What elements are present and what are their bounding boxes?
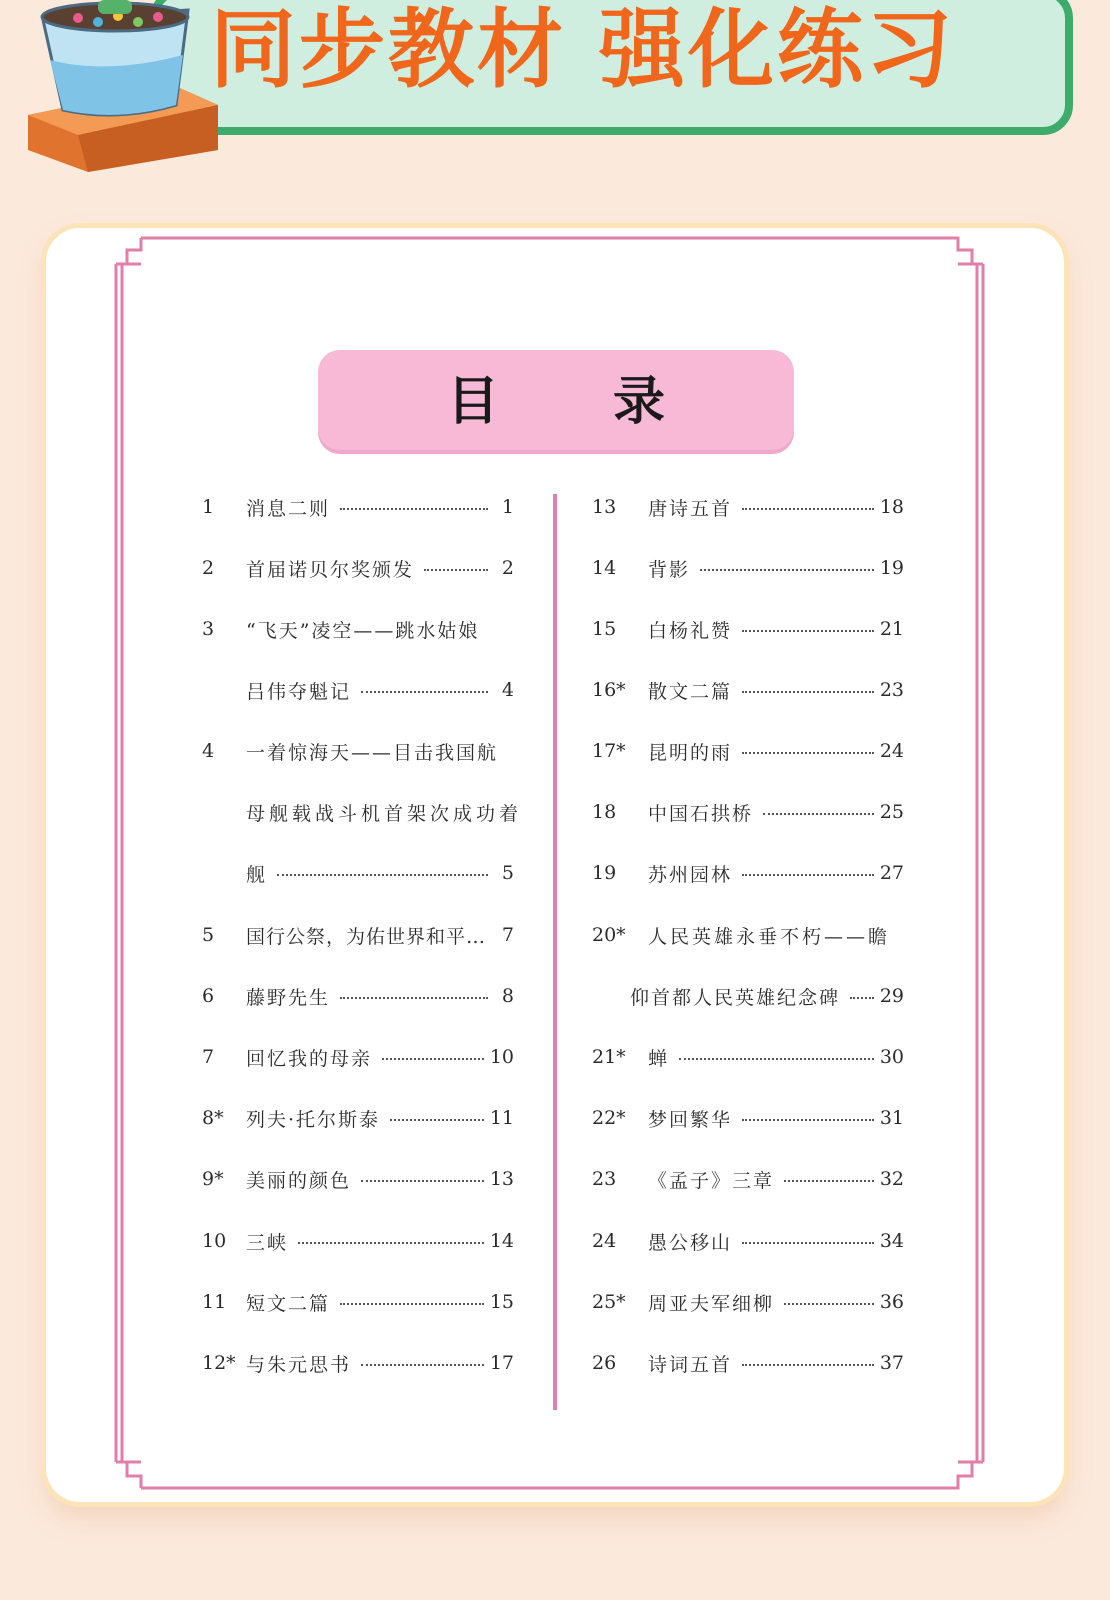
potted-cactus-icon [18, 0, 218, 175]
item-title: 周亚夫军细柳 [648, 1292, 775, 1315]
banner-title: 同步教材 强化练习 [210, 0, 955, 100]
toc-item[interactable] [592, 853, 904, 893]
toc-item-continuation[interactable] [246, 853, 514, 893]
column-divider [553, 494, 557, 1410]
leader-dots [742, 691, 874, 693]
item-page: 29 [879, 985, 904, 1007]
toc-item[interactable] [202, 1037, 514, 1077]
item-title: 首届诺贝尔奖颁发 [246, 558, 415, 581]
leader-dots [742, 1119, 874, 1121]
item-title: 昆明的雨 [648, 741, 733, 764]
leader-dots [361, 691, 488, 693]
toc-item[interactable] [592, 915, 904, 955]
toc-item[interactable] [202, 1221, 514, 1261]
item-title: 苏州园林 [648, 863, 733, 886]
item-page: 21 [879, 618, 904, 640]
toc-item[interactable] [592, 487, 904, 527]
toc-item[interactable] [592, 609, 904, 649]
item-number: 5 [202, 924, 215, 946]
item-title: 诗词五首 [648, 1353, 733, 1376]
item-number: 4 [202, 740, 215, 762]
toc-item[interactable] [592, 1343, 904, 1383]
item-title: 唐诗五首 [648, 497, 733, 520]
item-page: 32 [879, 1168, 904, 1190]
item-number: 23 [592, 1168, 617, 1190]
toc-item[interactable] [202, 487, 514, 527]
item-page: 2 [501, 557, 514, 579]
item-number: 3 [202, 618, 215, 640]
leader-dots [340, 508, 488, 510]
item-title: 《孟子》三章 [648, 1169, 775, 1192]
item-title: 梦回繁华 [648, 1108, 733, 1131]
item-page: 8 [501, 985, 514, 1007]
toc-item[interactable] [202, 915, 514, 955]
leader-dots [763, 813, 874, 815]
item-title: 背影 [648, 558, 691, 581]
item-page: 24 [879, 740, 904, 762]
toc-item[interactable] [592, 1282, 904, 1322]
leader-dots [742, 752, 874, 754]
leader-dots [340, 1303, 484, 1305]
toc-item[interactable] [592, 1037, 904, 1077]
leader-dots [361, 1364, 484, 1366]
item-page: 5 [501, 862, 514, 884]
item-page: 14 [489, 1230, 514, 1252]
toc-item-continuation[interactable] [630, 976, 904, 1016]
item-page: 10 [489, 1046, 514, 1068]
item-title-continuation: 舰 [246, 863, 268, 886]
item-number: 26 [592, 1352, 617, 1374]
toc-item[interactable] [202, 731, 514, 771]
item-number: 25* [592, 1291, 626, 1313]
item-title: 愚公移山 [648, 1231, 733, 1254]
item-page: 19 [879, 557, 904, 579]
item-number: 9* [202, 1168, 224, 1190]
item-number: 13 [592, 496, 617, 518]
item-title: 三峡 [246, 1231, 289, 1254]
item-number: 18 [592, 801, 617, 823]
item-number: 7 [202, 1046, 215, 1068]
toc-item[interactable] [592, 1221, 904, 1261]
item-number: 1 [202, 496, 215, 518]
leader-dots [700, 569, 874, 571]
toc-item[interactable] [592, 548, 904, 588]
item-number: 10 [202, 1230, 227, 1252]
leader-dots [390, 1119, 484, 1121]
item-title: 列夫·托尔斯泰 [246, 1108, 381, 1131]
leader-dots [277, 874, 488, 876]
item-number: 22* [592, 1107, 626, 1129]
item-page: 1 [501, 496, 514, 518]
item-title: “飞天”凌空——跳水姑娘 [246, 619, 480, 642]
item-page: 13 [489, 1168, 514, 1190]
leader-dots [361, 1180, 484, 1182]
item-title: 藤野先生 [246, 986, 331, 1009]
leader-dots [424, 569, 488, 571]
item-title: 消息二则 [246, 497, 331, 520]
toc-item[interactable] [592, 670, 904, 710]
item-page: 36 [879, 1291, 904, 1313]
item-page: 15 [489, 1291, 514, 1313]
item-page: 25 [879, 801, 904, 823]
toc-item[interactable] [202, 1282, 514, 1322]
toc-item[interactable] [592, 731, 904, 771]
item-title: 国行公祭，为佑世界和平… [246, 925, 487, 948]
item-page: 7 [501, 924, 514, 946]
item-page: 23 [879, 679, 904, 701]
toc-item[interactable] [202, 976, 514, 1016]
toc-item[interactable] [202, 1159, 514, 1199]
item-number: 19 [592, 862, 617, 884]
item-title-continuation: 仰首都人民英雄纪念碑 [630, 986, 841, 1009]
toc-item[interactable] [202, 1098, 514, 1138]
item-number: 6 [202, 985, 215, 1007]
leader-dots [382, 1058, 484, 1060]
item-title: 散文二篇 [648, 680, 733, 703]
item-number: 21* [592, 1046, 626, 1068]
toc-item-continuation[interactable] [246, 670, 514, 710]
toc-item[interactable] [592, 1098, 904, 1138]
item-title: 短文二篇 [246, 1292, 331, 1315]
item-page: 11 [489, 1107, 514, 1129]
item-title: 蝉 [648, 1047, 670, 1070]
item-number: 11 [202, 1291, 227, 1313]
item-number: 12* [202, 1352, 236, 1374]
item-page: 17 [489, 1352, 514, 1374]
toc-item[interactable] [202, 609, 514, 649]
item-title: 中国石拱桥 [648, 802, 754, 825]
toc-item-continuation[interactable] [246, 792, 523, 832]
leader-dots [742, 508, 874, 510]
leader-dots [742, 1364, 874, 1366]
item-number: 15 [592, 618, 617, 640]
item-title-continuation: 母舰载战斗机首架次成功着 [246, 802, 523, 825]
toc-heading: 目 录 [446, 372, 714, 432]
leader-dots [742, 1242, 874, 1244]
item-number: 17* [592, 740, 626, 762]
leader-dots [298, 1242, 484, 1244]
toc-item[interactable] [592, 1159, 904, 1199]
item-number: 20* [592, 924, 626, 946]
toc-item[interactable] [202, 548, 514, 588]
item-title: 与朱元思书 [246, 1353, 352, 1376]
leader-dots [784, 1303, 874, 1305]
leader-dots [340, 997, 488, 999]
leader-dots [679, 1058, 874, 1060]
item-number: 2 [202, 557, 215, 579]
item-page: 18 [879, 496, 904, 518]
item-title: 一着惊海天——目击我国航 [246, 741, 499, 764]
item-page: 31 [879, 1107, 904, 1129]
item-number: 8* [202, 1107, 224, 1129]
item-page: 37 [879, 1352, 904, 1374]
item-page: 34 [879, 1230, 904, 1252]
item-page: 27 [879, 862, 904, 884]
item-page: 4 [501, 679, 514, 701]
toc-item[interactable] [592, 792, 904, 832]
item-title: 人民英雄永垂不朽——瞻 [648, 925, 891, 948]
leader-dots [742, 874, 874, 876]
item-title-continuation: 吕伟夺魁记 [246, 680, 352, 703]
leader-dots [850, 997, 874, 999]
toc-item[interactable] [202, 1343, 514, 1383]
item-number: 16* [592, 679, 626, 701]
item-title: 白杨礼赞 [648, 619, 733, 642]
item-title: 回忆我的母亲 [246, 1047, 373, 1070]
item-page: 30 [879, 1046, 904, 1068]
item-number: 14 [592, 557, 617, 579]
leader-dots [742, 630, 874, 632]
item-number: 24 [592, 1230, 617, 1252]
item-title: 美丽的颜色 [246, 1169, 352, 1192]
leader-dots [784, 1180, 874, 1182]
